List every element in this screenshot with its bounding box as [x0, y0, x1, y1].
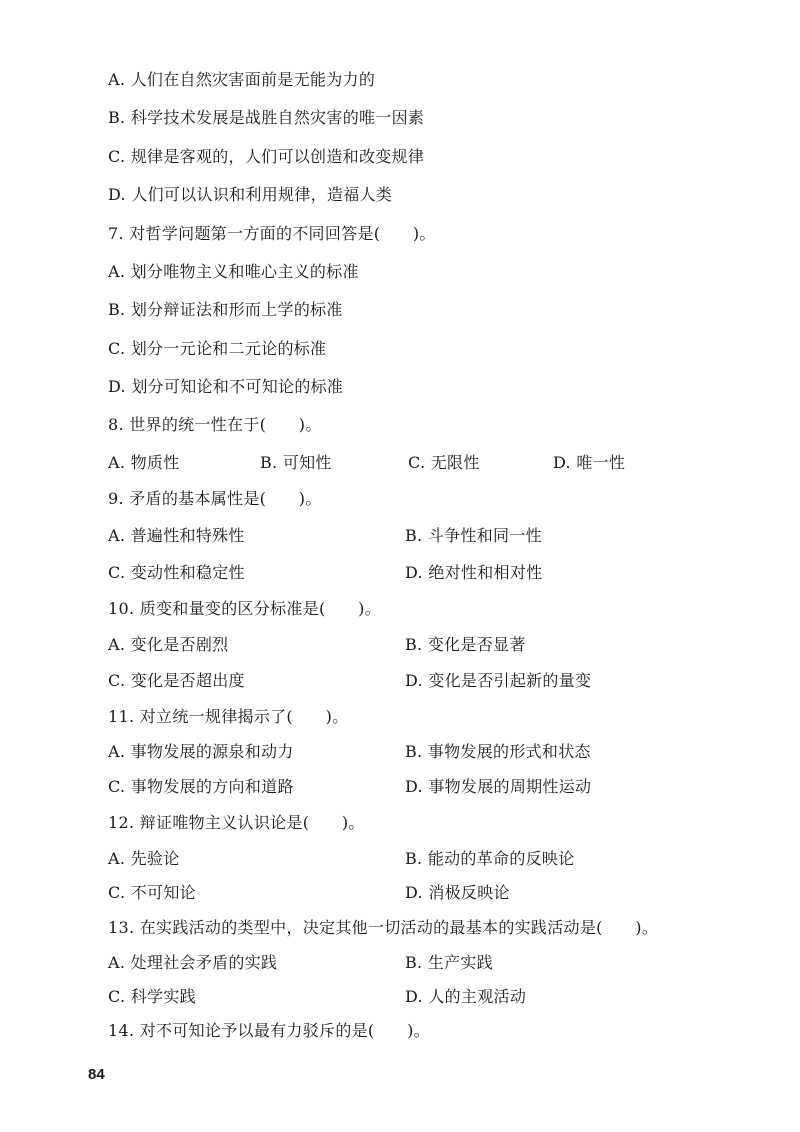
question-10-option-b: B. 变化是否显著 [405, 635, 526, 654]
question-9-option-a: A. 普遍性和特殊性 [108, 526, 245, 545]
question-13-option-d: D. 人的主观活动 [405, 987, 527, 1006]
question-11-option-a: A. 事物发展的源泉和动力 [108, 742, 294, 761]
question-12-option-d: D. 消极反映论 [405, 883, 510, 902]
question-7-option-c: C. 划分一元论和二元论的标准 [108, 339, 327, 358]
question-9-stem: 9. 矛盾的基本属性是( )。 [108, 489, 322, 508]
question-8-option-a: A. 物质性 [108, 453, 180, 472]
question-11-option-b: B. 事物发展的形式和状态 [405, 742, 591, 761]
prev-option-a: A. 人们在自然灾害面前是无能为力的 [108, 70, 376, 89]
question-7-option-a: A. 划分唯物主义和唯心主义的标准 [108, 262, 359, 281]
question-10-option-c: C. 变化是否超出度 [108, 671, 245, 690]
question-9-option-d: D. 绝对性和相对性 [405, 563, 543, 582]
question-10-option-d: D. 变化是否引起新的量变 [405, 671, 592, 690]
question-8-stem: 8. 世界的统一性在于( )。 [108, 415, 322, 434]
question-12-option-a: A. 先验论 [108, 849, 180, 868]
question-13-option-c: C. 科学实践 [108, 987, 196, 1006]
question-12-option-c: C. 不可知论 [108, 883, 196, 902]
question-10-option-a: A. 变化是否剧烈 [108, 635, 229, 654]
question-7-option-d: D. 划分可知论和不可知论的标准 [108, 377, 344, 396]
question-12-option-b: B. 能动的革命的反映论 [405, 849, 575, 868]
question-11-stem: 11. 对立统一规律揭示了( )。 [108, 707, 349, 726]
question-8-option-c: C. 无限性 [408, 453, 480, 472]
question-10-stem: 10. 质变和量变的区分标准是( )。 [108, 599, 382, 618]
question-7-option-b: B. 划分辩证法和形而上学的标准 [108, 300, 343, 319]
question-11-option-d: D. 事物发展的周期性运动 [405, 777, 592, 796]
question-9-option-c: C. 变动性和稳定性 [108, 563, 245, 582]
prev-option-c: C. 规律是客观的，人们可以创造和改变规律 [108, 147, 425, 166]
page-number: 84 [88, 1066, 105, 1083]
question-11-option-c: C. 事物发展的方向和道路 [108, 777, 294, 796]
question-8-option-b: B. 可知性 [260, 453, 332, 472]
question-13-option-b: B. 生产实践 [405, 953, 494, 972]
question-14-stem: 14. 对不可知论予以最有力驳斥的是( )。 [108, 1021, 430, 1040]
question-13-stem: 13. 在实践活动的类型中，决定其他一切活动的最基本的实践活动是( )。 [108, 918, 659, 937]
prev-option-b: B. 科学技术发展是战胜自然灾害的唯一因素 [108, 108, 425, 127]
question-7-stem: 7. 对哲学问题第一方面的不同回答是( )。 [108, 224, 436, 243]
prev-option-d: D. 人们可以认识和利用规律，造福人类 [108, 185, 393, 204]
question-9-option-b: B. 斗争性和同一性 [405, 526, 542, 545]
question-13-option-a: A. 处理社会矛盾的实践 [108, 953, 278, 972]
question-8-option-d: D. 唯一性 [553, 453, 626, 472]
question-12-stem: 12. 辩证唯物主义认识论是( )。 [108, 813, 365, 832]
